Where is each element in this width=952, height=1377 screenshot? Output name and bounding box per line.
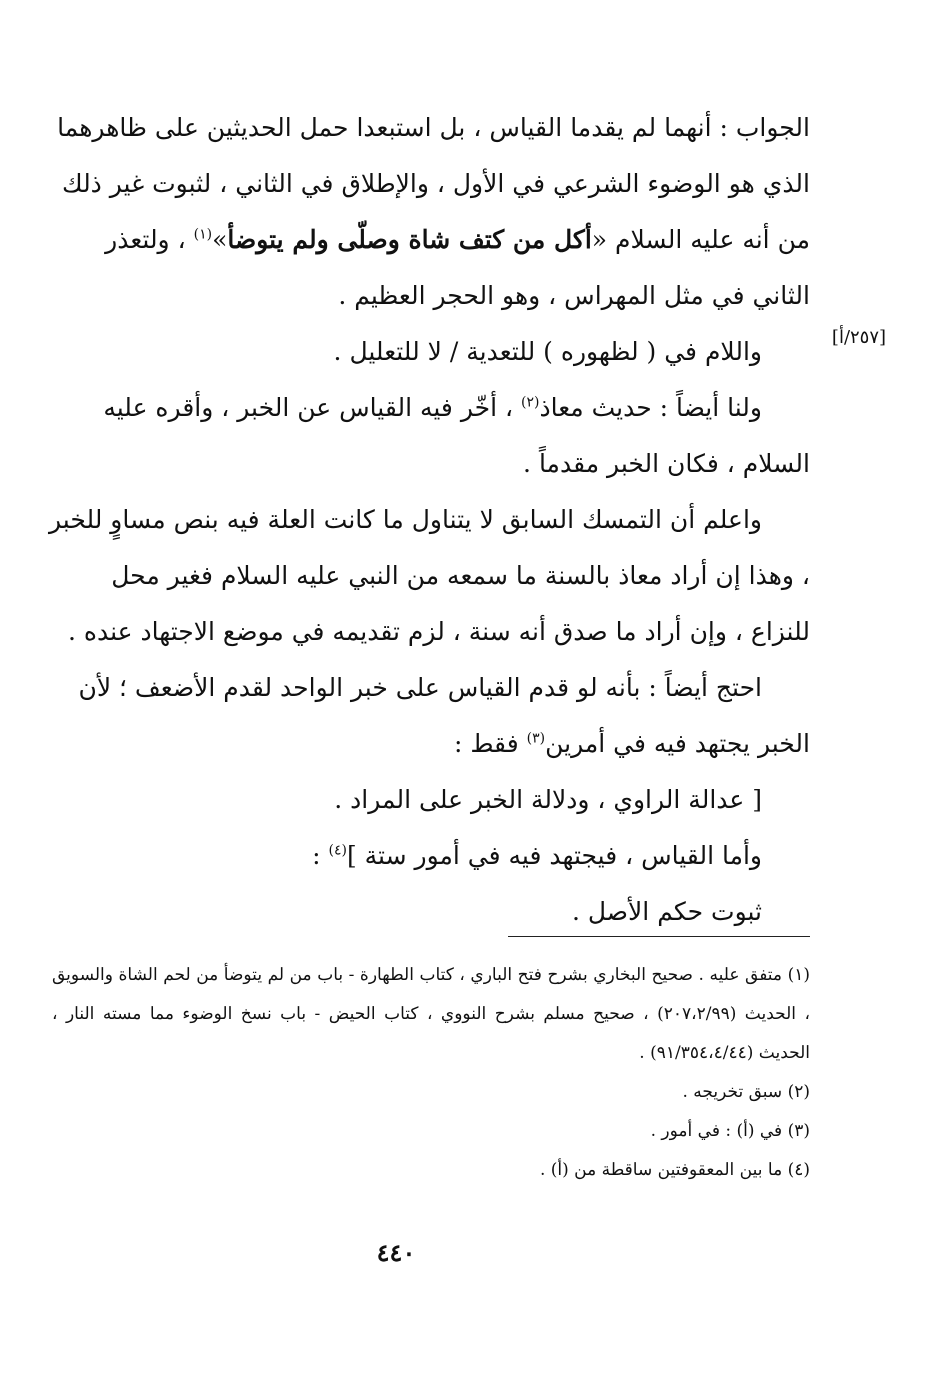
paragraph-argument: احتج أيضاً : بأنه لو قدم القياس على خبر الواحد لقدم الأضعف ؛ لأن الخبر يجتهد فيه في أمرين$^{(٣)}$ فقط : xyxy=(78,673,810,758)
footnote-1: (١) متفق عليه . صحيح البخاري بشرح فتح الباري ، كتاب الطهارة - باب من لم يتوضأ من لحم الشاة والسويق ، الحديث (٢٠٧،٢/٩٩) ، صحيح مسلم بشرح النووي ، كتاب الحيض - باب نسخ الوضوء مما مسته النار ، الحديث (٩١/٣٥٤،٤/٤٤) . xyxy=(52,965,810,1063)
footnote-ref-3[interactable]: (٣) xyxy=(526,730,546,747)
manuscript-folio-marker: [٢٥٧/أ] xyxy=(831,327,887,348)
paragraph-muadh: ولنا أيضاً : حديث معاذ$^{(٢)}$ ، أخّر فيه القياس عن الخبر ، وأقره عليه السلام ، فكان الخبر مقدماً . xyxy=(103,393,810,478)
footnote-ref-2[interactable]: (٢) xyxy=(520,394,540,411)
footnote-3: (٣) في (أ) : في أمور . xyxy=(650,1121,810,1141)
footnote-ref-1[interactable]: (١) xyxy=(193,226,213,243)
paragraph-narrator: [ عدالة الراوي ، ودلالة الخبر على المراد . xyxy=(334,785,762,814)
footnote-separator xyxy=(508,936,810,937)
paragraph-answer: الجواب : أنهما لم يقدما القياس ، بل استبعدا حمل الحديثين على ظاهرهما الذي هو الوضوء الشرعي في الأول ، والإطلاق في الثاني ، لثبوت غير ذلك من أنه عليه السلام «أكل من كتف شاة وصلّى ولم يتوضأ»$^{(١)}$ ، ولتعذر الثاني في مثل المهراس ، وهو الحجر العظيم . xyxy=(57,113,810,310)
footnote-4: (٤) ما بين المعقوفتين ساقطة من (أ) . xyxy=(539,1160,810,1180)
hadith-quote: أكل من كتف شاة وصلّى ولم يتوضأ xyxy=(227,225,592,254)
footnote-ref-4[interactable]: (٤) xyxy=(328,842,347,859)
footnote-2: (٢) سبق تخريجه . xyxy=(682,1082,810,1102)
paragraph-know: واعلم أن التمسك السابق لا يتناول ما كانت العلة فيه بنص مساوٍ للخبر ، وهذا إن أراد معاذ بالسنة ما سمعه من النبي عليه السلام فغير محل للنزاع ، وإن أراد ما صدق أنه سنة ، لزم تقديمه في موضع الاجتهاد عنده . xyxy=(48,505,810,646)
main-text xyxy=(48,100,810,940)
paragraph-lam: واللام في ( لظهوره ) للتعدية / لا للتعليل . xyxy=(333,337,762,366)
page-number: ٤٤٠ xyxy=(376,1238,416,1267)
paragraph-qiyas: وأما القياس ، فيجتهد فيه في أمور ستة ]$^{(٤)}$ : xyxy=(312,841,762,870)
footnotes xyxy=(52,956,810,1190)
paragraph-asl: ثبوت حكم الأصل . xyxy=(571,897,762,926)
